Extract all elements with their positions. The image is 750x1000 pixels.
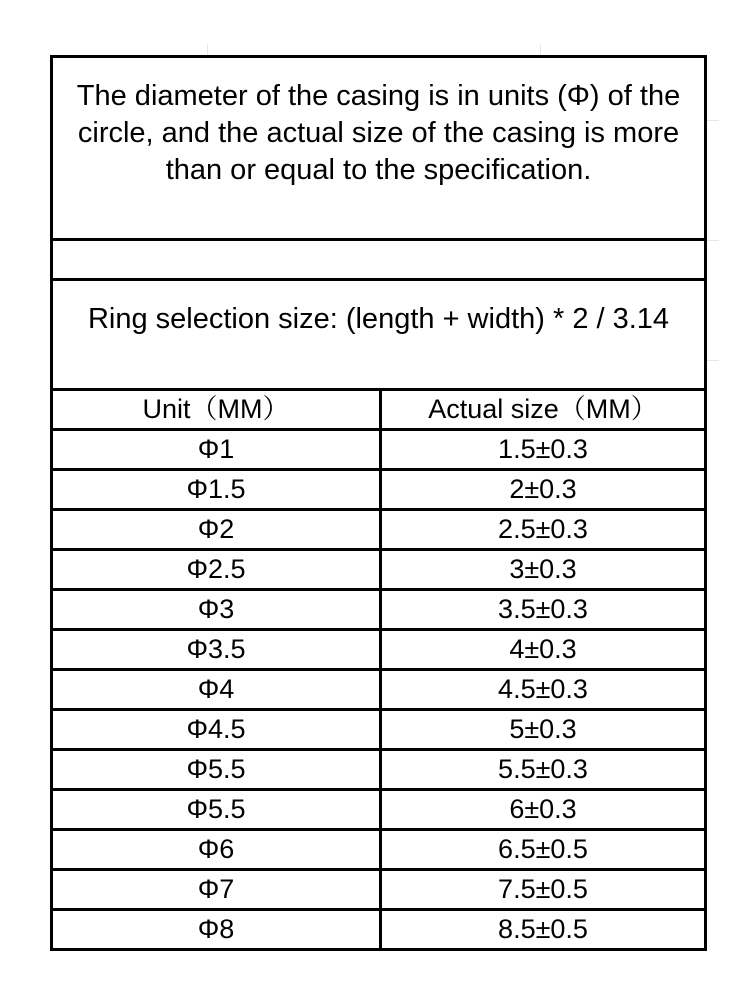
actual-size-cell: 2.5±0.3 — [381, 510, 705, 550]
gridline — [707, 120, 719, 121]
ring-selection-formula: Ring selection size: (length + width) * 2 / 3.14 — [53, 281, 704, 391]
table-row — [53, 750, 704, 790]
gridline — [707, 360, 719, 361]
actual-size-cell: 3.5±0.3 — [381, 590, 705, 630]
actual-size-cell: 3±0.3 — [381, 550, 705, 590]
unit-cell: Φ4 — [53, 670, 381, 710]
table-row — [53, 510, 704, 550]
gridline — [540, 44, 541, 55]
unit-cell: Φ8 — [53, 910, 381, 949]
unit-cell: Φ4.5 — [53, 710, 381, 750]
unit-cell: Φ2.5 — [53, 550, 381, 590]
actual-size-cell: 6.5±0.5 — [381, 830, 705, 870]
table-row — [53, 550, 704, 590]
unit-cell: Φ3 — [53, 590, 381, 630]
actual-size-cell: 4.5±0.3 — [381, 670, 705, 710]
header-unit: Unit（MM） — [53, 391, 381, 430]
unit-cell: Φ5.5 — [53, 750, 381, 790]
actual-size-cell: 5.5±0.3 — [381, 750, 705, 790]
actual-size-cell: 6±0.3 — [381, 790, 705, 830]
table-header-row — [53, 391, 704, 430]
table-row — [53, 590, 704, 630]
unit-cell: Φ1 — [53, 430, 381, 470]
actual-size-cell: 2±0.3 — [381, 470, 705, 510]
unit-cell: Φ6 — [53, 830, 381, 870]
actual-size-cell: 4±0.3 — [381, 630, 705, 670]
unit-cell: Φ1.5 — [53, 470, 381, 510]
table-row — [53, 910, 704, 949]
unit-cell: Φ2 — [53, 510, 381, 550]
unit-cell: Φ7 — [53, 870, 381, 910]
table-row — [53, 710, 704, 750]
actual-size-cell: 1.5±0.3 — [381, 430, 705, 470]
actual-size-cell: 8.5±0.5 — [498, 914, 588, 944]
table-row — [53, 830, 704, 870]
header-actual-size: Actual size（MM） — [381, 391, 705, 430]
gridline — [207, 44, 208, 55]
unit-cell: Φ3.5 — [53, 630, 381, 670]
table-row — [53, 470, 704, 510]
size-chart-table — [50, 55, 707, 951]
size-table — [53, 391, 704, 948]
actual-size-cell: 5±0.3 — [381, 710, 705, 750]
unit-cell: Φ5.5 — [53, 790, 381, 830]
table-row — [53, 870, 704, 910]
table-row — [53, 630, 704, 670]
table-row — [53, 430, 704, 470]
actual-size-cell: 7.5±0.5 — [381, 870, 705, 910]
casing-diameter-note: The diameter of the casing is in units (Φ) of the circle, and the actual size of the casing is more than or equal to the specification. — [53, 58, 704, 241]
table-row — [53, 670, 704, 710]
blank-row — [53, 241, 704, 281]
gridline — [707, 240, 719, 241]
table-row — [53, 790, 704, 830]
